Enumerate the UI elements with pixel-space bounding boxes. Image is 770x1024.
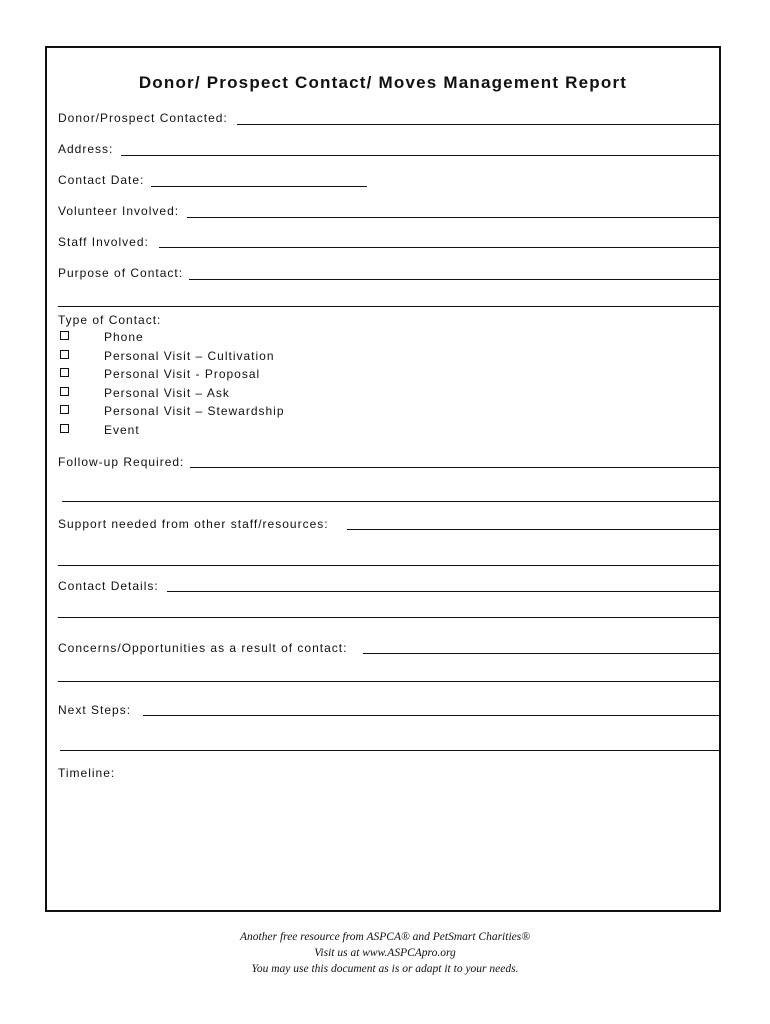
volunteer-label: Volunteer Involved: [58,204,180,218]
follow-up-line-2[interactable] [62,501,721,502]
contact-details-line[interactable] [167,591,721,592]
follow-up-label: Follow-up Required: [58,455,185,469]
checkbox-personal-visit-stewardship[interactable] [60,405,69,414]
support-line[interactable] [347,529,721,530]
timeline-label: Timeline: [58,766,116,780]
follow-up-line[interactable] [190,467,721,468]
donor-prospect-label: Donor/Prospect Contacted: [58,111,228,125]
address-label: Address: [58,142,114,156]
checkbox-personal-visit-proposal[interactable] [60,368,69,377]
purpose-label: Purpose of Contact: [58,266,184,280]
next-steps-label: Next Steps: [58,703,132,717]
timeline-area[interactable] [58,784,711,900]
footer-line-2: Visit us at www.ASPCApro.org [314,947,456,959]
footer-line-1: Another free resource from ASPCA® and PetSmart Charities® [240,931,530,943]
contact-date-label: Contact Date: [58,173,145,187]
staff-line[interactable] [159,247,721,248]
footer [0,929,770,977]
next-steps-line-2[interactable] [60,750,721,751]
contact-date-line[interactable] [151,186,367,187]
form-box [45,46,721,912]
support-label: Support needed from other staff/resources: [58,517,329,531]
checkbox-phone[interactable] [60,331,69,340]
staff-label: Staff Involved: [58,235,149,249]
option-phone: Phone [104,330,144,344]
volunteer-line[interactable] [187,217,721,218]
concerns-label: Concerns/Opportunities as a result of contact: [58,641,348,655]
next-steps-line[interactable] [143,715,721,716]
checkbox-personal-visit-cultivation[interactable] [60,350,69,359]
purpose-line-2[interactable] [58,306,721,307]
checkbox-event[interactable] [60,424,69,433]
option-personal-visit-ask: Personal Visit – Ask [104,386,230,400]
contact-details-line-2[interactable] [58,617,721,618]
donor-prospect-line[interactable] [237,124,721,125]
purpose-line[interactable] [189,279,721,280]
concerns-line-2[interactable] [58,681,721,682]
concerns-line[interactable] [363,653,721,654]
address-line[interactable] [121,155,721,156]
option-personal-visit-stewardship: Personal Visit – Stewardship [104,404,285,418]
footer-line-3: You may use this document as is or adapt it to your needs. [251,963,519,975]
form-title: Donor/ Prospect Contact/ Moves Management Report [138,73,628,92]
type-of-contact-label: Type of Contact: [58,313,162,327]
option-personal-visit-proposal: Personal Visit - Proposal [104,367,261,381]
option-event: Event [104,423,140,437]
option-personal-visit-cultivation: Personal Visit – Cultivation [104,349,275,363]
support-line-2[interactable] [58,565,721,566]
contact-details-label: Contact Details: [58,579,159,593]
checkbox-personal-visit-ask[interactable] [60,387,69,396]
